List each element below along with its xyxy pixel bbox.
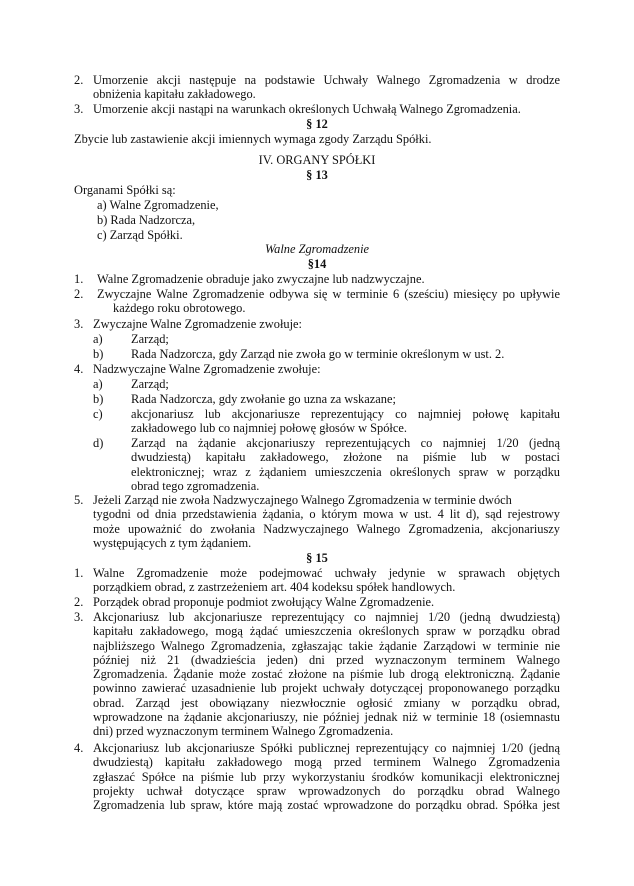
text-line: zakładowego lub co najmniej połowę głosów w Spółce.: [131, 421, 407, 436]
text-line: Porządek obrad proponuje podmiot zwołujący Walne Zgromadzenie.: [93, 595, 435, 609]
section-14-item-5: [93, 493, 560, 550]
chapter-heading: IV. ORGANY SPÓŁKI: [258, 153, 376, 167]
text-line: projekty uchwał dotyczące spraw wprowadzonych do porządku obrad Walnego: [93, 783, 560, 798]
section-15-item-3: [93, 610, 560, 739]
text-line: kapitału zakładowego, mogą żądać umieszczenia określonych spraw w porządku obrad: [93, 624, 560, 639]
section-heading-14: §14: [307, 257, 327, 271]
item-number: 4.: [74, 362, 84, 376]
item-number: 3.: [74, 610, 84, 624]
text-line: elektronicznej; wraz z żądaniem umieszczenia określonych spraw w porządku: [131, 464, 560, 479]
text-line: wprowadzone na żądanie akcjonariuszy, nie później jednak niż w terminie 18 (osiemnastu: [93, 710, 560, 725]
text-line: Walne Zgromadzenie obraduje jako zwyczajne lub nadzwyczajne.: [97, 272, 425, 286]
list-item: a) Walne Zgromadzenie,: [97, 198, 219, 212]
subheading: Walne Zgromadzenie: [264, 242, 370, 256]
text-line: później niż 21 (dwadzieścia jeden) dni przed wyznaczonym terminem Walnego: [93, 652, 560, 667]
item-number: 2.: [74, 595, 84, 609]
section-14-item-2: [97, 287, 560, 316]
section-13-intro: Organami Spółki są:: [74, 183, 176, 197]
text-line: Umorzenie akcji nastąpi na warunkach określonych Uchwałą Walnego Zgromadzenia.: [93, 102, 521, 116]
section-heading-12: § 12: [306, 117, 328, 131]
text-line: Zwyczajne Walne Zgromadzenie odbywa się w terminie 6 (sześciu) miesięcy po upływie: [97, 287, 560, 301]
text-line: Zgromadzenia. Żądanie może zostać złożone na piśmie lub drogą elektroniczną. Żądanie: [93, 667, 560, 682]
sub-letter: a): [93, 332, 103, 346]
section-15-item-4: [93, 741, 560, 812]
section-heading-13: § 13: [306, 168, 328, 182]
sub-item-text: Zarząd;: [131, 377, 169, 391]
text-line: tygodni od dnia przedstawienia żądania, o którym mowa w ust. 4 lit d), sąd rejestrowy: [93, 507, 560, 522]
item-number: 3.: [74, 317, 84, 331]
list-item: c) Zarząd Spółki.: [97, 228, 183, 242]
item-number: 4.: [74, 741, 84, 755]
text-line: Akcjonariusz lub akcjonariusze reprezentujący co najmniej 1/20 (jedną dwudziestą): [93, 610, 560, 624]
section-14-item-3: Zwyczajne Walne Zgromadzenie zwołuje:: [93, 317, 302, 331]
list-item: b) Rada Nadzorcza,: [97, 213, 196, 227]
item-number: 1.: [74, 272, 84, 286]
item-number: 2.: [74, 73, 84, 87]
text-line: najbliższego Walnego Zgromadzenia, zgłaszając takie żądanie Zarządowi w terminie nie: [93, 638, 560, 653]
sub-item-text: Rada Nadzorcza, gdy zwołanie go uzna za wskazane;: [131, 392, 396, 406]
sub-item-text: [131, 436, 560, 493]
sub-letter: b): [93, 392, 104, 406]
paragraph-11-item-2: [93, 73, 560, 102]
text-line: obrad tego zgromadzenia.: [131, 478, 260, 493]
text-line: dwudziestą) kapitału zakładowego, złożone na piśmie lub w postaci: [131, 450, 560, 465]
section-15-item-2: [93, 595, 560, 609]
text-line: Umorzenie akcji następuje na podstawie Uchwały Walnego Zgromadzenia w drodze: [93, 73, 560, 87]
sub-letter: d): [93, 436, 104, 450]
sub-item-text: Rada Nadzorcza, gdy Zarząd nie zwoła go w terminie określonym w ust. 2.: [131, 347, 505, 361]
text-line: porządkiem obrad, z zastrzeżeniem art. 404 kodeksu spółek handlowych.: [93, 580, 456, 595]
item-number: 3.: [74, 102, 84, 116]
sub-letter: a): [93, 377, 103, 391]
text-line: może upoważnić do zwołania Nadzwyczajnego Walnego Zgromadzenia, akcjonariuszy: [93, 521, 560, 536]
item-number: 1.: [74, 566, 84, 580]
text-line: obrad. Zarząd jest obowiązany niezwłocznie ogłosić zmiany w porządku obrad,: [93, 695, 560, 710]
section-14-item-4: Nadzwyczajne Walne Zgromadzenie zwołuje:: [93, 362, 321, 376]
section-15-item-1: [93, 566, 560, 595]
sub-item-text: Zarząd;: [131, 332, 169, 346]
text-line: Jeżeli Zarząd nie zwoła Nadzwyczajnego Walnego Zgromadzenia w terminie dwóch: [93, 493, 512, 507]
text-line: dwudziestą) kapitału zakładowego mogą przed terminem Walnego Zgromadzenia: [93, 755, 560, 770]
text-line: Walne Zgromadzenie może podejmować uchwały jedynie w sprawach objętych: [93, 566, 560, 580]
section-14-item-1: [97, 272, 560, 286]
text-line: powinno zawierać uzasadnienie lub projekt uchwały dotyczącej proponowanego porządku: [93, 681, 560, 696]
text-line: obniżenia kapitału zakładowego.: [93, 87, 256, 102]
text-line: akcjonariusz lub akcjonariusze reprezentujący co najmniej połowę kapitału: [131, 407, 560, 421]
text-line: występujących z tym żądaniem.: [93, 535, 252, 550]
text-line: zgłaszać Spółce na piśmie lub przy wykorzystaniu środków komunikacji elektronicznej: [93, 769, 560, 784]
section-heading-15: § 15: [306, 551, 328, 565]
sub-letter: b): [93, 347, 104, 361]
text-line: dni) przed wyznaczonym terminem Walnego Zgromadzenia.: [93, 724, 394, 739]
sub-item-text: [131, 407, 560, 436]
text-line: Zgromadzenia lub spraw, które mają zostać wprowadzone do porządku obrad. Spółka jest: [93, 798, 560, 813]
sub-letter: c): [93, 407, 103, 421]
item-number: 5.: [74, 493, 84, 507]
paragraph-11-item-3: [93, 102, 560, 116]
item-number: 2.: [74, 287, 84, 301]
text-line: każdego roku obrotowego.: [113, 301, 246, 316]
text-line: Akcjonariusz lub akcjonariusze Spółki publicznej reprezentujący co najmniej 1/20 (jedną: [93, 741, 560, 755]
section-12-text: Zbycie lub zastawienie akcji imiennych wymaga zgody Zarządu Spółki.: [74, 132, 432, 146]
text-line: Zarząd na żądanie akcjonariuszy reprezentujących co najmniej 1/20 (jedną: [131, 436, 560, 450]
